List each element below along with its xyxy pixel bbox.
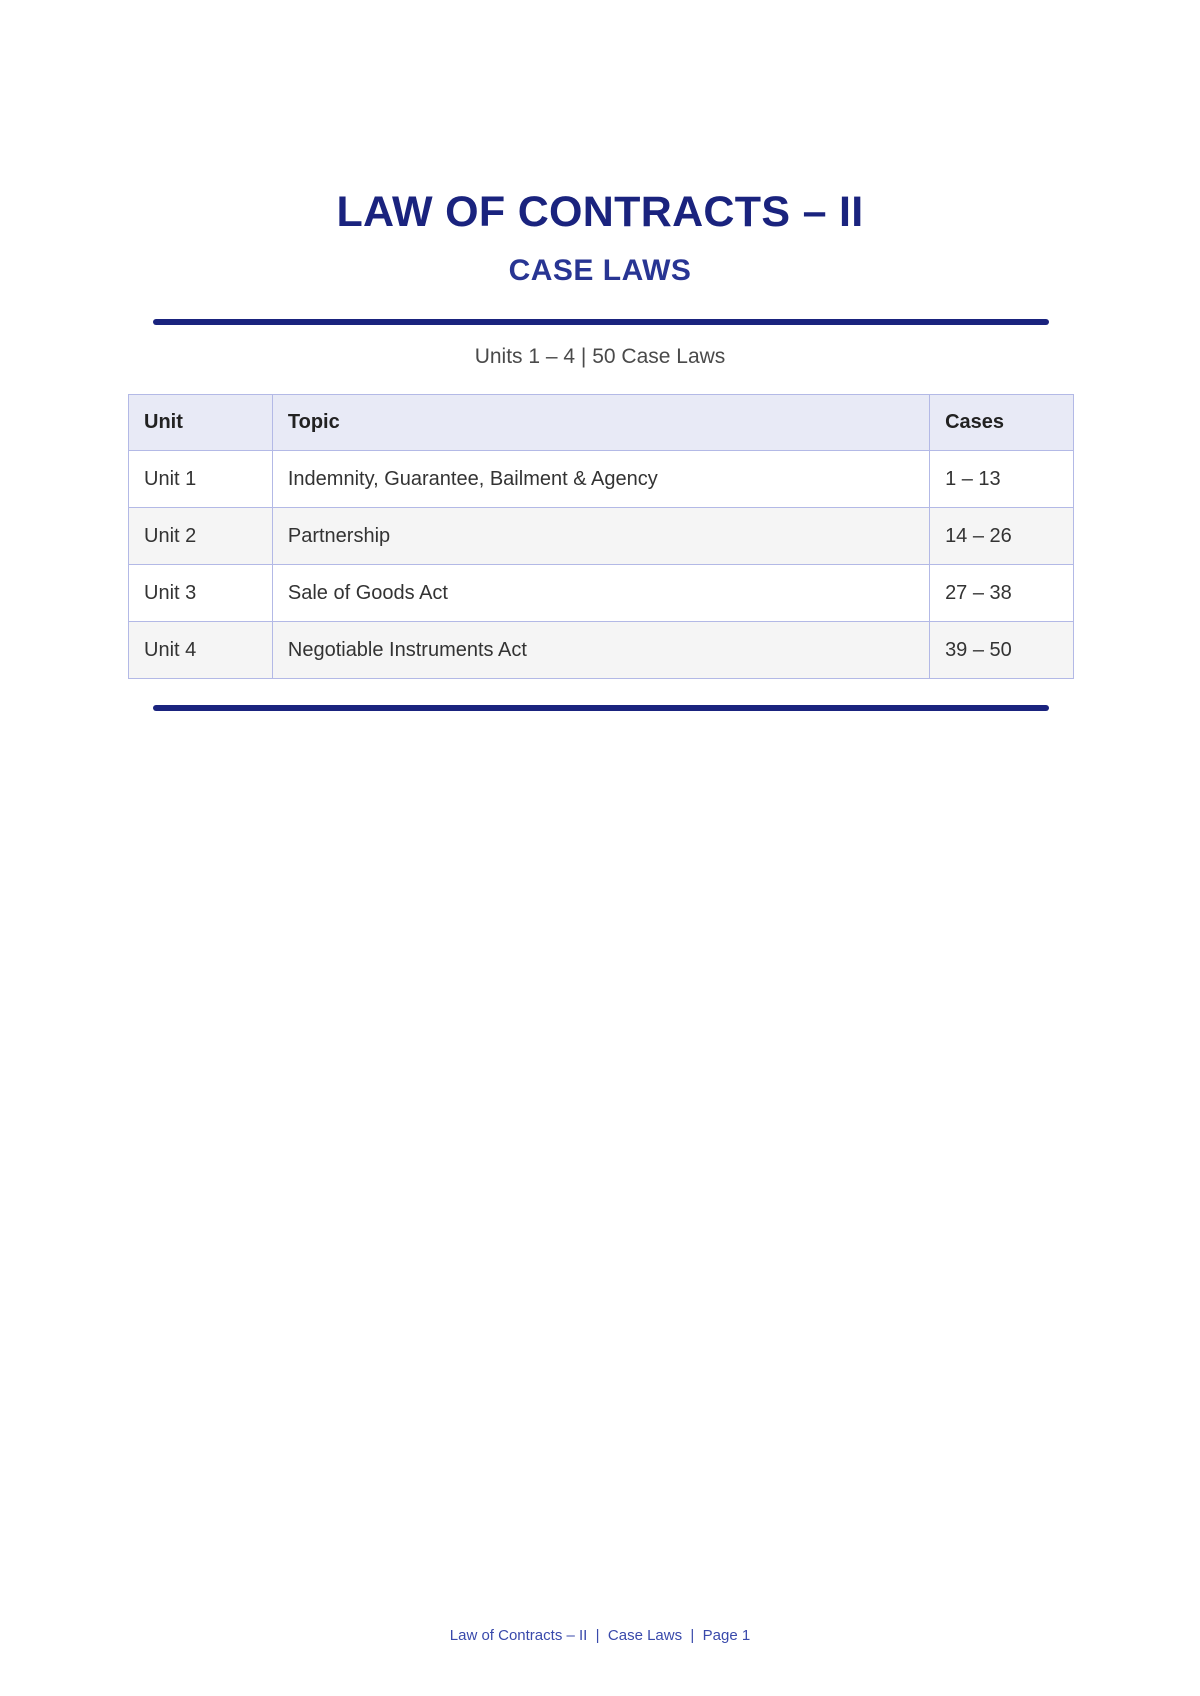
document-subtitle: CASE LAWS	[508, 254, 692, 287]
table-row	[129, 451, 1074, 508]
table-header-row	[129, 395, 1074, 451]
header-topic: Topic	[272, 395, 929, 451]
units-summary: Units 1 – 4 | 50 Case Laws	[474, 345, 726, 368]
unit-cell: Unit 4	[129, 622, 273, 679]
bottom-divider	[153, 705, 1049, 711]
table-row	[129, 622, 1074, 679]
top-divider	[153, 319, 1049, 325]
topic-cell: Negotiable Instruments Act	[272, 622, 929, 679]
unit-cell: Unit 2	[129, 508, 273, 565]
header-unit: Unit	[129, 395, 273, 451]
units-table	[128, 394, 1074, 679]
page-footer: Law of Contracts – II | Case Laws | Page 1	[449, 1627, 751, 1644]
topic-cell: Sale of Goods Act	[272, 565, 929, 622]
table-row	[129, 508, 1074, 565]
unit-cell: Unit 1	[129, 451, 273, 508]
cases-cell: 1 – 13	[930, 451, 1074, 508]
topic-cell: Indemnity, Guarantee, Bailment & Agency	[272, 451, 929, 508]
topic-cell: Partnership	[272, 508, 929, 565]
document-title: LAW OF CONTRACTS – II	[336, 188, 864, 236]
unit-cell: Unit 3	[129, 565, 273, 622]
cases-cell: 39 – 50	[930, 622, 1074, 679]
table-row	[129, 565, 1074, 622]
cases-cell: 27 – 38	[930, 565, 1074, 622]
cases-cell: 14 – 26	[930, 508, 1074, 565]
header-cases: Cases	[930, 395, 1074, 451]
